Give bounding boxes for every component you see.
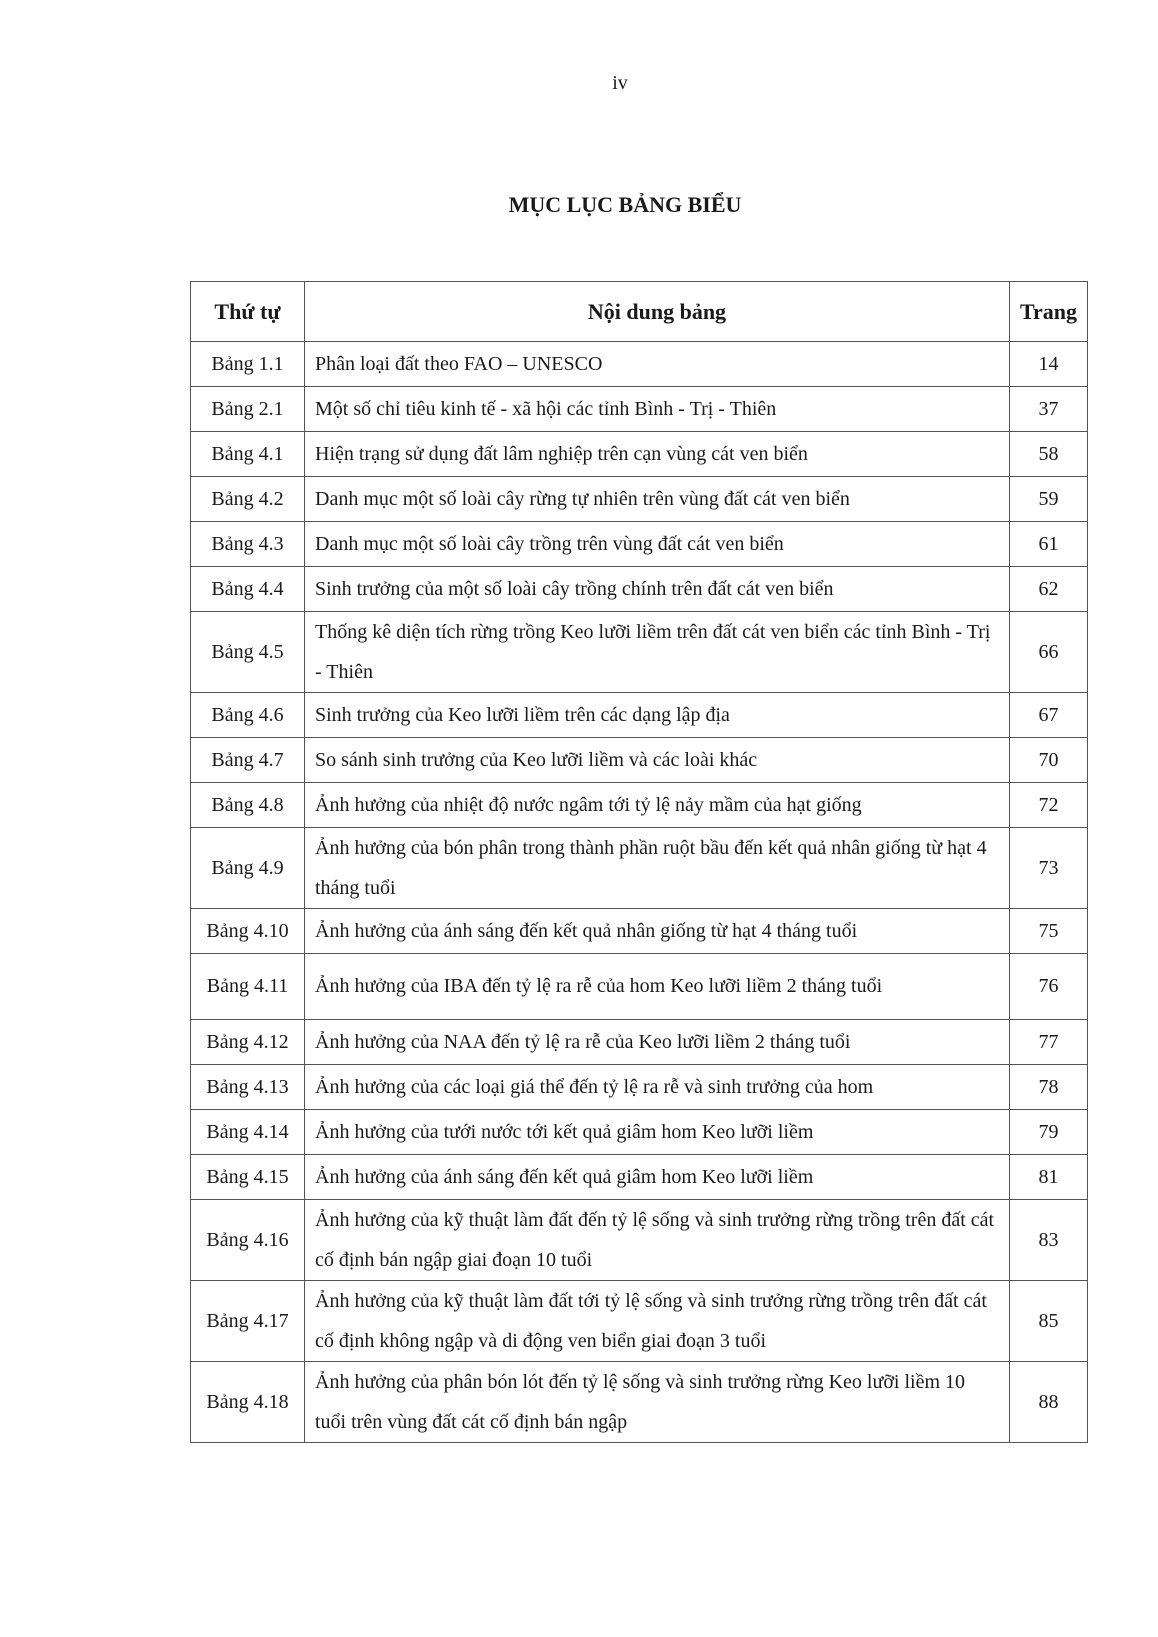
table-row — [191, 612, 1088, 693]
row-content: So sánh sinh trưởng của Keo lưỡi liềm và các loài khác — [305, 738, 1010, 783]
row-content: Thống kê diện tích rừng trồng Keo lưỡi liềm trên đất cát ven biển các tỉnh Bình - Trị - Thiên — [305, 612, 1010, 693]
row-page: 83 — [1009, 1200, 1087, 1281]
row-order: Bảng 4.4 — [191, 567, 305, 612]
row-page: 14 — [1009, 342, 1087, 387]
row-page: 75 — [1009, 909, 1087, 954]
row-content: Sinh trưởng của một số loài cây trồng chính trên đất cát ven biển — [305, 567, 1010, 612]
row-page: 79 — [1009, 1110, 1087, 1155]
row-page: 66 — [1009, 612, 1087, 693]
header-content: Nội dung bảng — [305, 282, 1010, 342]
row-order: Bảng 4.6 — [191, 693, 305, 738]
table-row — [191, 387, 1088, 432]
table-row — [191, 1200, 1088, 1281]
table-row — [191, 1362, 1088, 1443]
row-page: 81 — [1009, 1155, 1087, 1200]
row-page: 76 — [1009, 954, 1087, 1020]
row-page: 58 — [1009, 432, 1087, 477]
row-page: 72 — [1009, 783, 1087, 828]
row-content: Danh mục một số loài cây rừng tự nhiên trên vùng đất cát ven biển — [305, 477, 1010, 522]
row-order: Bảng 4.9 — [191, 828, 305, 909]
row-page: 78 — [1009, 1065, 1087, 1110]
row-order: Bảng 4.11 — [191, 954, 305, 1020]
row-page: 61 — [1009, 522, 1087, 567]
row-order: Bảng 4.12 — [191, 1020, 305, 1065]
row-order: Bảng 1.1 — [191, 342, 305, 387]
table-row — [191, 909, 1088, 954]
row-content: Ảnh hưởng của tưới nước tới kết quả giâm hom Keo lưỡi liềm — [305, 1110, 1010, 1155]
row-order: Bảng 4.13 — [191, 1065, 305, 1110]
row-content: Hiện trạng sử dụng đất lâm nghiệp trên cạn vùng cát ven biển — [305, 432, 1010, 477]
table-row — [191, 783, 1088, 828]
row-content: Ảnh hưởng của nhiệt độ nước ngâm tới tỷ lệ nảy mầm của hạt giống — [305, 783, 1010, 828]
table-row — [191, 477, 1088, 522]
row-content: Ảnh hưởng của bón phân trong thành phần ruột bầu đến kết quả nhân giống từ hạt 4 tháng tuổi — [305, 828, 1010, 909]
row-order: Bảng 4.17 — [191, 1281, 305, 1362]
row-page: 67 — [1009, 693, 1087, 738]
table-row — [191, 1155, 1088, 1200]
row-page: 77 — [1009, 1020, 1087, 1065]
row-order: Bảng 4.18 — [191, 1362, 305, 1443]
row-page: 70 — [1009, 738, 1087, 783]
header-page: Trang — [1009, 282, 1087, 342]
row-order: Bảng 4.5 — [191, 612, 305, 693]
table-row — [191, 1281, 1088, 1362]
row-content: Ảnh hưởng của ánh sáng đến kết quả nhân giống từ hạt 4 tháng tuổi — [305, 909, 1010, 954]
row-order: Bảng 4.2 — [191, 477, 305, 522]
row-order: Bảng 4.7 — [191, 738, 305, 783]
row-content: Ảnh hưởng của phân bón lót đến tỷ lệ sống và sinh trưởng rừng Keo lưỡi liềm 10 tuổi trên vùng đất cát cố định bán ngập — [305, 1362, 1010, 1443]
row-page: 37 — [1009, 387, 1087, 432]
row-page: 62 — [1009, 567, 1087, 612]
table-row — [191, 954, 1088, 1020]
header-order: Thứ tự — [191, 282, 305, 342]
table-row — [191, 1020, 1088, 1065]
row-page: 73 — [1009, 828, 1087, 909]
row-order: Bảng 4.16 — [191, 1200, 305, 1281]
row-content: Ảnh hưởng của ánh sáng đến kết quả giâm hom Keo lưỡi liềm — [305, 1155, 1010, 1200]
row-order: Bảng 4.3 — [191, 522, 305, 567]
row-content: Một số chỉ tiêu kinh tế - xã hội các tỉnh Bình - Trị - Thiên — [305, 387, 1010, 432]
table-row — [191, 1065, 1088, 1110]
row-content: Ảnh hưởng của kỹ thuật làm đất tới tỷ lệ sống và sinh trưởng rừng trồng trên đất cát cố định không ngập và di động ven biển giai đoạn 3 tuổi — [305, 1281, 1010, 1362]
row-content: Ảnh hưởng của kỹ thuật làm đất đến tỷ lệ sống và sinh trưởng rừng trồng trên đất cát cố định bán ngập giai đoạn 10 tuổi — [305, 1200, 1010, 1281]
row-content: Danh mục một số loài cây trồng trên vùng đất cát ven biển — [305, 522, 1010, 567]
table-row — [191, 1110, 1088, 1155]
row-order: Bảng 4.8 — [191, 783, 305, 828]
row-order: Bảng 4.14 — [191, 1110, 305, 1155]
row-order: Bảng 2.1 — [191, 387, 305, 432]
table-row — [191, 693, 1088, 738]
table-header-row — [191, 282, 1088, 342]
row-content: Ảnh hưởng của các loại giá thể đến tỷ lệ ra rễ và sinh trưởng của hom — [305, 1065, 1010, 1110]
row-order: Bảng 4.10 — [191, 909, 305, 954]
row-content: Phân loại đất theo FAO – UNESCO — [305, 342, 1010, 387]
row-content: Ảnh hưởng của NAA đến tỷ lệ ra rễ của Keo lưỡi liềm 2 tháng tuổi — [305, 1020, 1010, 1065]
page-number: iv — [612, 72, 628, 94]
row-content: Sinh trưởng của Keo lưỡi liềm trên các dạng lập địa — [305, 693, 1010, 738]
table-row — [191, 522, 1088, 567]
row-order: Bảng 4.1 — [191, 432, 305, 477]
table-row — [191, 567, 1088, 612]
row-page: 59 — [1009, 477, 1087, 522]
table-of-tables — [190, 281, 1088, 1443]
table-row — [191, 432, 1088, 477]
table-row — [191, 828, 1088, 909]
row-content: Ảnh hưởng của IBA đến tỷ lệ ra rễ của hom Keo lưỡi liềm 2 tháng tuổi — [305, 954, 1010, 1020]
row-page: 85 — [1009, 1281, 1087, 1362]
row-page: 88 — [1009, 1362, 1087, 1443]
row-order: Bảng 4.15 — [191, 1155, 305, 1200]
table-row — [191, 738, 1088, 783]
page-title: MỤC LỤC BẢNG BIỂU — [508, 192, 742, 217]
table-row — [191, 342, 1088, 387]
